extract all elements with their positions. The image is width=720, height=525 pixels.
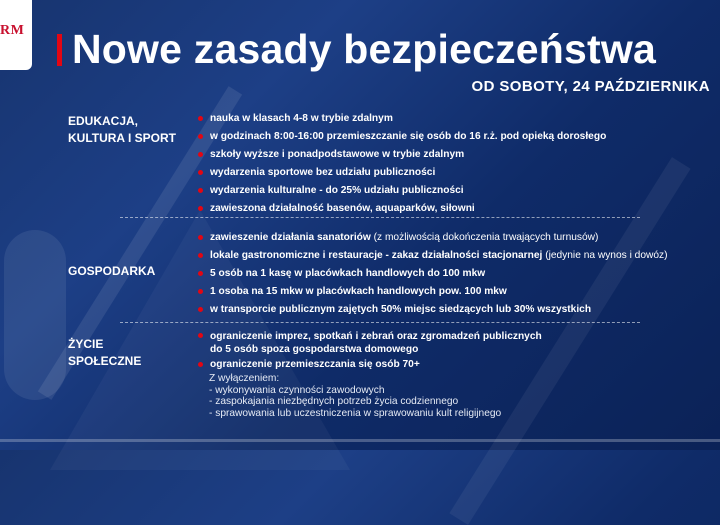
bottom-divider [0, 439, 720, 442]
list-item [198, 301, 668, 319]
list-item [198, 128, 606, 146]
page-subtitle: OD SOBOTY, 24 PAŹDZIERNIKA [471, 78, 710, 95]
bullet-icon [198, 188, 203, 193]
exceptions-line: - zaspokajania niezbędnych potrzeb życia codziennego [209, 396, 459, 407]
section-label-economy: GOSPODARKA [68, 264, 156, 278]
list-item [198, 200, 606, 218]
section-label-education [68, 113, 176, 147]
bullet-icon [198, 253, 203, 258]
education-list [198, 110, 606, 218]
section-label-social [68, 336, 141, 370]
bullet-icon [198, 362, 203, 367]
section-divider [120, 322, 640, 323]
bullet-icon [198, 235, 203, 240]
bullet-icon [198, 289, 203, 294]
list-item-text: zawieszenie działania sanatoriów [210, 232, 371, 243]
page-title: Nowe zasady bezpieczeństwa [72, 26, 656, 72]
list-item-text: nauka w klasach 4-8 w trybie zdalnym [210, 113, 393, 124]
list-item [198, 283, 668, 301]
title-accent-bar [57, 34, 62, 66]
exceptions-line: Z wyłączeniem: [209, 373, 280, 384]
list-item-note: (z możliwością dokończenia trwających turnusów) [370, 232, 599, 243]
list-item-text: ograniczenie przemieszczania się osób 70+ [210, 359, 420, 370]
list-item-text: 5 osób na 1 kasę w placówkach handlowych do 100 mkw [210, 268, 486, 279]
list-item-text: ograniczenie imprez, spotkań i zebrań oraz zgromadzeń publicznych [210, 331, 542, 342]
section-label-line: EDUKACJA, [68, 114, 139, 128]
list-item-text: wydarzenia sportowe bez udziału publiczności [210, 167, 436, 178]
list-item-text: szkoły wyższe i ponadpodstawowe w trybie zdalnym [210, 149, 465, 160]
list-item [198, 247, 668, 265]
bullet-icon [198, 307, 203, 312]
list-item-text: w godzinach 8:00-16:00 przemieszczanie się osób do 16 r.ż. pod opieką dorosłego [210, 131, 607, 142]
list-item [198, 164, 606, 182]
list-item-text: zawieszona działalność basenów, aquaparków, siłowni [210, 203, 475, 214]
list-item [198, 265, 668, 283]
list-item [198, 146, 606, 164]
list-item-text: wydarzenia kulturalne - do 25% udziału publiczności [210, 185, 464, 196]
bullet-icon [198, 116, 203, 121]
list-item [198, 329, 542, 356]
list-item-text: lokale gastronomiczne i restauracje - zakaz działalności stacjonarnej [210, 250, 543, 261]
list-item-text: 1 osoba na 15 mkw w placówkach handlowych pow. 100 mkw [210, 286, 507, 297]
bullet-icon [198, 333, 203, 338]
list-item-note: (jedynie na wynos i dowóz) [542, 250, 668, 261]
section-label-line: SPOŁECZNE [68, 354, 142, 368]
logo-text: RM [0, 23, 25, 38]
exceptions-block [209, 373, 501, 419]
social-list [198, 329, 542, 372]
bullet-icon [198, 206, 203, 211]
bullet-icon [198, 271, 203, 276]
exceptions-line: - sprawowania lub uczestniczenia w sprawowaniu kult religijnego [209, 407, 502, 419]
section-label-line: ŻYCIE [68, 337, 104, 351]
list-item [198, 229, 668, 247]
bullet-icon [198, 152, 203, 157]
economy-list [198, 229, 668, 319]
list-item-text: w transporcie publicznym zajętych 50% miejsc siedzących lub 30% wszystkich [210, 304, 592, 315]
government-logo [0, 0, 32, 70]
list-item [198, 358, 542, 372]
section-label-line: KULTURA I SPORT [68, 131, 176, 145]
list-item [198, 110, 606, 128]
bullet-icon [198, 134, 203, 139]
bullet-icon [198, 170, 203, 175]
exceptions-line: - wykonywania czynności zawodowych [209, 384, 385, 396]
list-item-text: do 5 osób spoza gospodarstwa domowego [210, 344, 419, 355]
list-item [198, 182, 606, 200]
section-divider [120, 217, 640, 218]
